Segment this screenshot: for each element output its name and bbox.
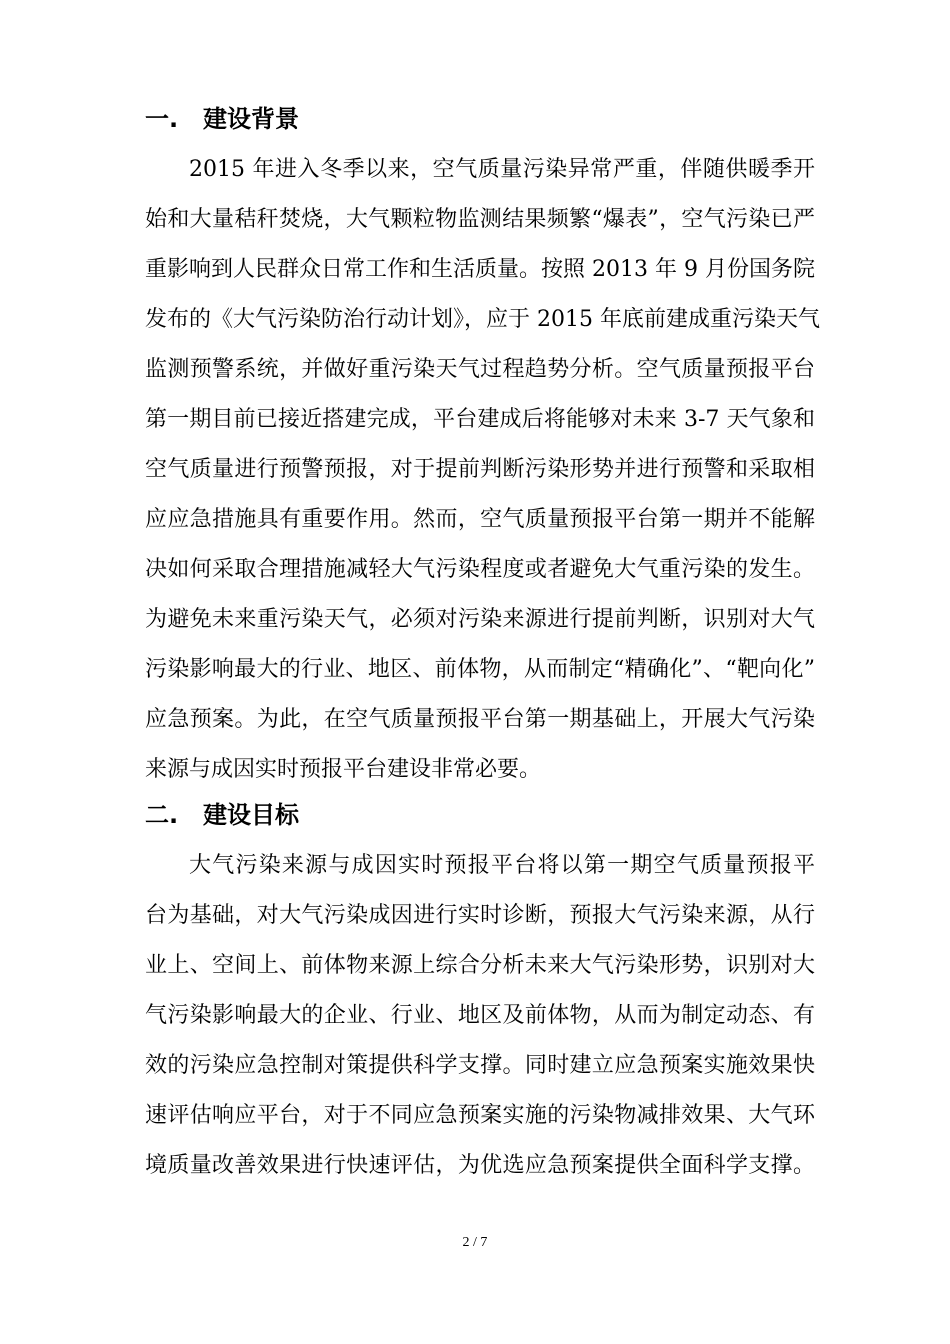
section-1-number: 一.	[145, 105, 179, 133]
paragraph-line: 大气污染来源与成因实时预报平台将以第一期空气质量预报平	[189, 853, 815, 878]
paragraph-line: 气污染影响最大的企业、行业、地区及前体物，从而为制定动态、有	[145, 1003, 815, 1028]
paragraph-line: 污染影响最大的行业、地区、前体物，从而制定“精确化”、“靶向化”	[145, 657, 815, 682]
paragraph-line: 来源与成因实时预报平台建设非常必要。	[145, 757, 542, 782]
paragraph-line: 速评估响应平台，对于不同应急预案实施的污染物减排效果、大气环	[145, 1103, 815, 1128]
paragraph-line: 业上、空间上、前体物来源上综合分析未来大气污染形势，识别对大	[145, 953, 815, 978]
paragraph-line: 发布的《大气污染防治行动计划》，应于 2015 年底前建成重污染天气	[145, 307, 820, 332]
section-1-paragraph	[145, 145, 820, 795]
section-2-paragraph	[145, 841, 815, 1191]
section-2-number: 二.	[145, 801, 179, 829]
paragraph-line: 效的污染应急控制对策提供科学支撑。同时建立应急预案实施效果快	[145, 1053, 815, 1078]
section-2-heading	[145, 800, 299, 830]
paragraph-line: 始和大量秸秆焚烧，大气颗粒物监测结果频繁“爆表”，空气污染已严	[145, 207, 815, 232]
section-2-title: 建设目标	[203, 801, 299, 829]
paragraph-line: 2015 年进入冬季以来，空气质量污染异常严重，伴随供暖季开	[189, 157, 815, 182]
paragraph-line: 空气质量进行预警预报，对于提前判断污染形势并进行预警和采取相	[145, 457, 815, 482]
page-number: 2 / 7	[462, 1235, 488, 1250]
section-1-heading	[145, 104, 299, 134]
paragraph-line: 应应急措施具有重要作用。然而，空气质量预报平台第一期并不能解	[145, 507, 815, 532]
paragraph-line: 境质量改善效果进行快速评估，为优选应急预案提供全面科学支撑。	[145, 1153, 815, 1178]
paragraph-line: 应急预案。为此，在空气质量预报平台第一期基础上，开展大气污染	[145, 707, 815, 732]
paragraph-line: 监测预警系统，并做好重污染天气过程趋势分析。空气质量预报平台	[145, 357, 815, 382]
paragraph-line: 第一期目前已接近搭建完成，平台建成后将能够对未来 3-7 天气象和	[145, 407, 815, 432]
paragraph-line: 台为基础，对大气污染成因进行实时诊断，预报大气污染来源，从行	[145, 903, 815, 928]
paragraph-line: 决如何采取合理措施减轻大气污染程度或者避免大气重污染的发生。	[145, 557, 815, 582]
section-1-title: 建设背景	[203, 105, 299, 133]
paragraph-line: 为避免未来重污染天气，必须对污染来源进行提前判断，识别对大气	[145, 607, 815, 632]
paragraph-line: 重影响到人民群众日常工作和生活质量。按照 2013 年 9 月份国务院	[145, 257, 815, 282]
